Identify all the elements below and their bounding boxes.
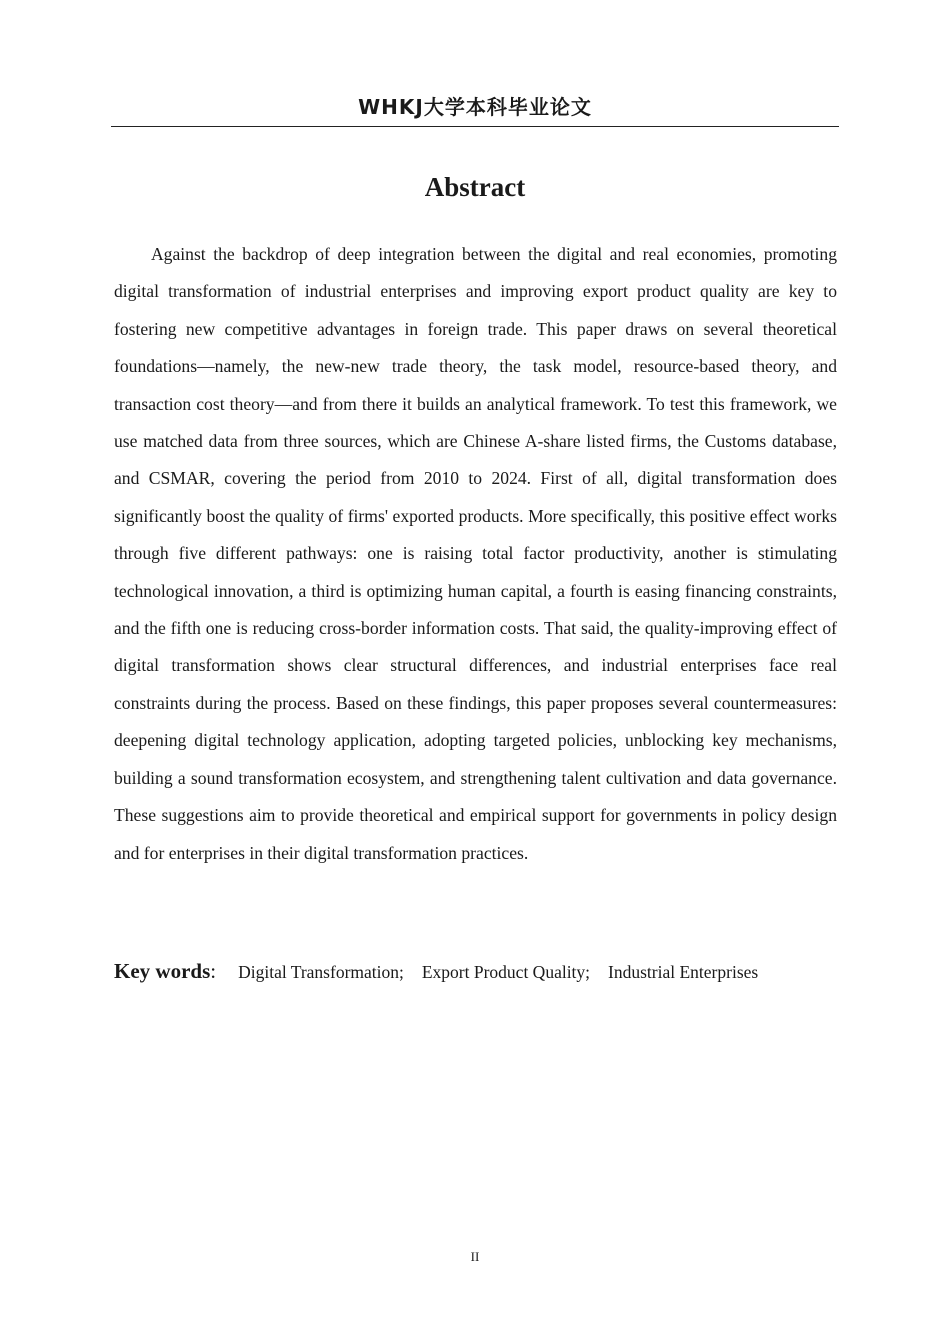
running-header-text: WHKJ大学本科毕业论文 [358, 95, 592, 119]
keywords-colon: : [210, 959, 217, 983]
keyword-item: Digital Transformation; [238, 962, 404, 982]
keywords-label: Key words [114, 959, 211, 983]
abstract-paragraph: Against the backdrop of deep integration between the digital and real economies, promoting digital transformation of industrial enterprises and improving export product quality are key to fostering new competitive advantages in foreign trade. This paper draws on several theoretical foundations—namely, the new-new trade theory, the task model, resource-based theory, and transaction cost theory—and from there it builds an analytical framework. To test this framework, we use matched data from three sources, which are Chinese A-share listed firms, the Customs database, and CSMAR, covering the period from 2010 to 2024. First of all, digital transformation does significantly boost the quality of firms' exported products. More specifically, this positive effect works through five different pathways: one is raising total factor productivity, another is stimulating technological innovation, a third is optimizing human capital, a fourth is easing financing constraints, and the fifth one is reducing cross-border information costs. That said, the quality-improving effect of digital transformation shows clear structural differences, and industrial enterprises face real constraints during the process. Based on these findings, this paper proposes several countermeasures: deepening digital technology application, adopting targeted policies, unblocking key mechanisms, building a sound transformation ecosystem, and strengthening talent cultivation and data governance. These suggestions aim to provide theoretical and empirical support for governments in policy design and for enterprises in their digital transformation practices. [114, 244, 837, 863]
page-title: Abstract [424, 172, 526, 202]
page-number: II [470, 1249, 480, 1264]
keyword-item: Industrial Enterprises [608, 962, 759, 982]
keywords-line [114, 955, 837, 988]
keyword-item: Export Product Quality; [421, 962, 591, 982]
running-header [111, 92, 839, 127]
